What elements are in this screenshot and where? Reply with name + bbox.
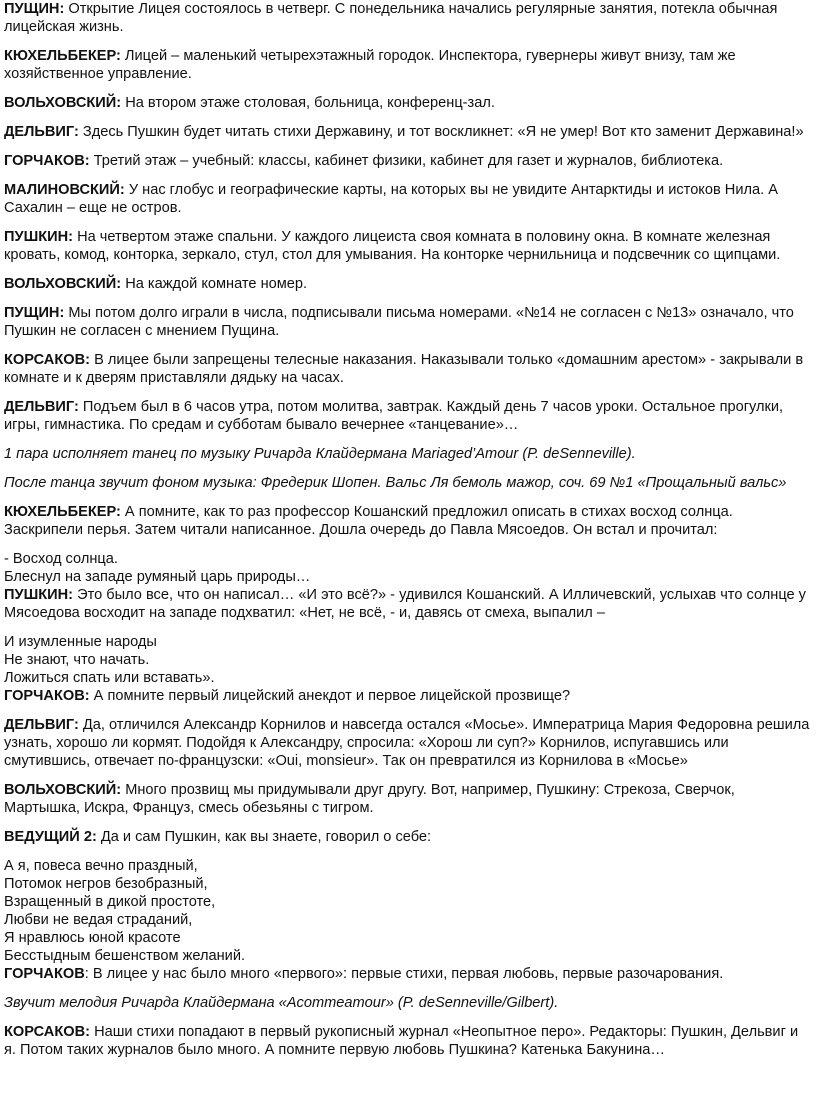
- speech-text: Мы потом долго играли в числа, подписывали письма номерами. «№14 не согласен с №13» означало, что Пушкин не согласен с мнением Пущина.: [4, 305, 794, 339]
- stage-direction: 1 пара исполняет танец по музыку Ричарда Клайдермана Mariaged’Amour (P. deSenneville).: [4, 446, 636, 462]
- speech-text: На каждой комнате номер.: [121, 276, 308, 292]
- speaker-name: ПУШКИН:: [4, 587, 74, 603]
- speech-text: Много прозвищ мы придумывали друг другу. Вот, например, Пушкину: Стрекоза, Сверчок, Мартышка, Искра, Француз, смесь обезьяны с тигром.: [4, 782, 735, 816]
- verse-block: [4, 550, 810, 586]
- speaker-name: ДЕЛЬВИГ:: [4, 717, 79, 733]
- speech-text: Лицей – маленький четырехэтажный городок. Инспектора, гувернеры живут внизу, там же хозяйственное управление.: [4, 48, 736, 82]
- speech-text: Наши стихи попадают в первый рукописный журнал «Неопытное перо». Редакторы: Пушкин, Дельвиг и я. Потом таких журналов было много. А помните первую любовь Пушкина? Катенька Бакунина…: [4, 1024, 799, 1058]
- stage-direction: Звучит мелодия Ричарда Клайдермана «Acommeamour» (P. deSenneville/Gilbert).: [4, 995, 559, 1011]
- speaker-name: ДЕЛЬВИГ:: [4, 399, 79, 415]
- speaker-name: ПУШКИН:: [4, 229, 74, 245]
- verse-block: [4, 857, 810, 965]
- stage-direction: После танца звучит фоном музыка: Фредерик Шопен. Вальс Ля бемоль мажор, соч. 69 №1 «Прощальный вальс»: [4, 475, 787, 491]
- speaker-name: ВОЛЬХОВСКИЙ:: [4, 276, 122, 292]
- speech-paragraph: [4, 781, 810, 817]
- speaker-name: ГОРЧАКОВ:: [4, 153, 90, 169]
- speaker-name: ДЕЛЬВИГ:: [4, 124, 79, 140]
- speech-paragraph: [4, 0, 810, 36]
- speaker-name: МАЛИНОВСКИЙ:: [4, 182, 125, 198]
- speech-paragraph: [4, 275, 810, 293]
- speaker-name: ГОРЧАКОВ: [4, 966, 85, 982]
- speech-text: Открытие Лицея состоялось в четверг. С понедельника начались регулярные занятия, потекла обычная лицейская жизнь.: [4, 1, 778, 35]
- verse-line: И изумленные народы: [4, 634, 157, 650]
- speech-text: Третий этаж – учебный: классы, кабинет физики, кабинет для газет и журналов, библиотека.: [89, 153, 724, 169]
- speech-text: На втором этаже столовая, больница, конференц-зал.: [121, 95, 495, 111]
- speech-text: : В лицее у нас было много «первого»: первые стихи, первая любовь, первые разочарования.: [84, 966, 724, 982]
- speech-paragraph: [4, 687, 810, 705]
- speech-paragraph: [4, 123, 810, 141]
- speech-paragraph: [4, 228, 810, 264]
- verse-line: Любви не ведая страданий,: [4, 912, 193, 928]
- verse-line: А я, повеса вечно праздный,: [4, 858, 198, 874]
- speech-text: На четвертом этаже спальни. У каждого лицеиста своя комната в половину окна. В комнате железная кровать, комод, конторка, зеркало, стул, стол для умывания. На конторке чернильница и подсвечник со щипцами.: [4, 229, 781, 263]
- speech-paragraph: [4, 152, 810, 170]
- speech-text: Да и сам Пушкин, как вы знаете, говорил о себе:: [96, 829, 432, 845]
- speaker-name: КЮХЕЛЬБЕКЕР:: [4, 504, 121, 520]
- speech-paragraph: [4, 1023, 810, 1059]
- verse-line: Взращенный в дикой простоте,: [4, 894, 216, 910]
- script-document: [4, 0, 810, 1070]
- speech-text: Да, отличился Александр Корнилов и навсегда остался «Мосье». Императрица Мария Федоровна решила узнать, хорошо ли кормят. Подойдя к Александру, спросила: «Хорош ли суп?» Корнилов, испугавшись или смутившись, отвечает по-французски: «Oui, monsieur». Так он превратился из Корнилова в «Мосье»: [4, 717, 810, 769]
- speaker-name: ПУЩИН:: [4, 1, 65, 17]
- speech-text: А помните, как то раз профессор Кошанский предложил описать в стихах восход солнца. Заскрипели перья. Затем читали написанное. Дошла очередь до Павла Мясоедов. Он встал и прочитал:: [4, 504, 733, 538]
- speech-paragraph: [4, 586, 810, 622]
- speaker-name: ВОЛЬХОВСКИЙ:: [4, 782, 122, 798]
- verse-line: Бесстыдным бешенством желаний.: [4, 948, 246, 964]
- verse-line: Ложиться спать или вставать».: [4, 670, 215, 686]
- speech-text: Это было все, что он написал… «И это всё?» - удивился Кошанский. А Илличевский, услыхав что солнце у Мясоедова восходит на западе подхватил: «Нет, не всё, - и, давясь от смеха, выпалил –: [4, 587, 806, 621]
- speaker-name: ПУЩИН:: [4, 305, 65, 321]
- speech-text: Подъем был в 6 часов утра, потом молитва, завтрак. Каждый день 7 часов уроки. Остальное прогулки, игры, гимнастика. По средам и субботам бывало вечернее «танцевание»…: [4, 399, 784, 433]
- speech-paragraph: [4, 398, 810, 434]
- speaker-name: ВЕДУЩИЙ 2:: [4, 829, 97, 845]
- verse-line: Потомок негров безобразный,: [4, 876, 208, 892]
- speech-paragraph: [4, 965, 810, 983]
- speaker-name: ГОРЧАКОВ:: [4, 688, 90, 704]
- speech-paragraph: [4, 351, 810, 387]
- speaker-name: КЮХЕЛЬБЕКЕР:: [4, 48, 121, 64]
- speech-paragraph: [4, 828, 810, 846]
- verse-line: Блеснул на западе румяный царь природы…: [4, 569, 311, 585]
- verse-line: Я нравлюсь юной красоте: [4, 930, 181, 946]
- speech-paragraph: [4, 181, 810, 217]
- verse-line: - Восход солнца.: [4, 551, 118, 567]
- speech-text: В лицее были запрещены телесные наказания. Наказывали только «домашним арестом» - закрывали в комнате и к дверям приставляли дядьку на часах.: [4, 352, 804, 386]
- speech-paragraph: [4, 716, 810, 770]
- speech-paragraph: [4, 94, 810, 112]
- speech-paragraph: [4, 47, 810, 83]
- speaker-name: КОРСАКОВ:: [4, 1024, 91, 1040]
- speech-text: У нас глобус и географические карты, на которых вы не увидите Антарктиды и истоков Нила. А Сахалин – еще не остров.: [4, 182, 778, 216]
- verse-block: [4, 633, 810, 687]
- speech-paragraph: [4, 304, 810, 340]
- speaker-name: ВОЛЬХОВСКИЙ:: [4, 95, 122, 111]
- speech-text: Здесь Пушкин будет читать стихи Державину, и тот воскликнет: «Я не умер! Вот кто заменит Державина!»: [78, 124, 804, 140]
- speech-paragraph: [4, 503, 810, 539]
- verse-line: Не знают, что начать.: [4, 652, 150, 668]
- speech-text: А помните первый лицейский анекдот и первое лицейской прозвище?: [89, 688, 571, 704]
- speaker-name: КОРСАКОВ:: [4, 352, 91, 368]
